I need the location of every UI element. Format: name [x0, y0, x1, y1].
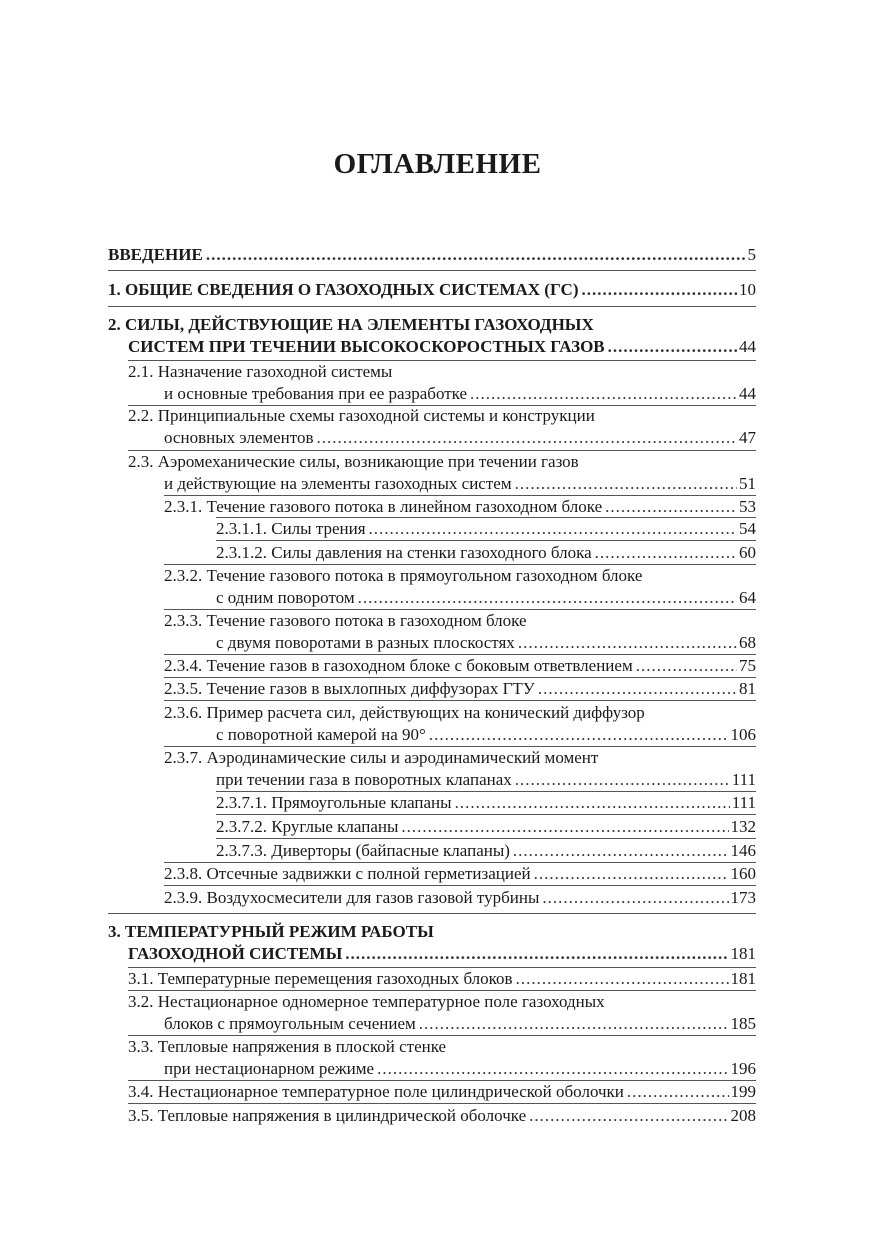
toc-entry-2-3[interactable] [128, 451, 756, 495]
toc-entry-2-3-8[interactable] [164, 863, 756, 885]
toc-page-number: 181 [730, 969, 756, 988]
toc-entry-label: 3.1. Температурные перемещения газоходных блоков [128, 969, 513, 988]
toc-entry-label: 2.3.7. Аэродинамические силы и аэродинамический момент [164, 748, 599, 767]
leader-dots [317, 427, 737, 449]
toc-entry-2-3-5[interactable] [164, 678, 756, 700]
leader-dots [582, 279, 738, 301]
toc-page-number: 44 [739, 384, 756, 403]
toc-page-number: 160 [730, 864, 756, 883]
toc-entry-label: 2.3.1.1. Силы трения [216, 519, 366, 538]
toc-entry-label: 3.2. Нестационарное одномерное температурное поле газоходных [128, 992, 605, 1011]
leader-dots [358, 587, 737, 609]
toc-entry-label: 2.3. Аэромеханические силы, возникающие при течении газов [128, 452, 579, 471]
toc-entry-3-3[interactable] [128, 1036, 756, 1080]
leader-dots [345, 943, 728, 965]
toc-page-number: 68 [739, 633, 756, 652]
toc-entry-label: 1. ОБЩИЕ СВЕДЕНИЯ О ГАЗОХОДНЫХ СИСТЕМАХ (ГС) [108, 280, 579, 299]
toc-entry-label: 2.3.9. Воздухосмесители для газов газовой турбины [164, 888, 540, 907]
separator [164, 700, 756, 701]
separator [164, 885, 756, 886]
toc-entry-3-5[interactable] [128, 1105, 756, 1127]
toc-entry-2-3-3[interactable] [164, 610, 756, 654]
toc-page-number: 60 [739, 543, 756, 562]
leader-dots [429, 724, 729, 746]
toc-entry-2-3-7[interactable] [164, 747, 756, 791]
leader-dots [605, 496, 737, 518]
toc-entry-2-2[interactable] [128, 405, 756, 449]
toc-entry-label: 3. ТЕМПЕРАТУРНЫЙ РЕЖИМ РАБОТЫ [108, 922, 434, 941]
toc-entry-label: 2. СИЛЫ, ДЕЙСТВУЮЩИЕ НА ЭЛЕМЕНТЫ ГАЗОХОДНЫХ [108, 315, 594, 334]
toc-entry-label: 2.3.3. Течение газового потока в газоходном блоке [164, 611, 527, 630]
leader-dots [377, 1058, 728, 1080]
leader-dots [515, 769, 730, 791]
toc-entry-2-3-2[interactable] [164, 565, 756, 609]
toc-entry-3-4[interactable] [128, 1081, 756, 1103]
toc-entry-label: 2.3.6. Пример расчета сил, действующих на конический диффузор [164, 703, 645, 722]
toc-page-number: 81 [739, 679, 756, 698]
toc-entry-label: ВВЕДЕНИЕ [108, 245, 203, 264]
toc-entry-label: 2.3.8. Отсечные задвижки с полной герметизацией [164, 864, 531, 883]
toc-entry-label: 2.1. Назначение газоходной системы [128, 362, 393, 381]
toc-entry-label: 2.3.5. Течение газов в выхлопных диффузорах ГТУ [164, 679, 535, 698]
separator [216, 838, 756, 839]
toc-entry-ch3[interactable] [108, 921, 756, 965]
toc-entry-label-cont: с двумя поворотами в разных плоскостях [216, 633, 515, 652]
leader-dots [401, 816, 728, 838]
toc-page-number: 5 [747, 245, 756, 264]
leader-dots [534, 863, 729, 885]
toc-entry-label-cont: основных элементов [164, 428, 314, 447]
page-title: ОГЛАВЛЕНИЕ [333, 148, 542, 180]
toc-page-number: 47 [739, 428, 756, 447]
toc-entry-label: 2.3.1.2. Силы давления на стенки газоходного блока [216, 543, 592, 562]
toc-entry-ch2[interactable] [108, 314, 756, 358]
toc-entry-label-cont: ГАЗОХОДНОЙ СИСТЕМЫ [128, 944, 343, 963]
toc-entry-label: 2.3.2. Течение газового потока в прямоугольном газоходном блоке [164, 566, 643, 585]
toc-page-number: 75 [739, 656, 756, 675]
leader-dots [455, 792, 730, 814]
toc-entry-2-3-7-3[interactable] [216, 840, 756, 862]
leader-dots [538, 678, 737, 700]
toc-entry-label: 2.2. Принципиальные схемы газоходной системы и конструкции [128, 406, 595, 425]
toc-page-number: 111 [731, 770, 756, 789]
toc-page-number: 181 [730, 944, 756, 963]
toc-entry-label-cont: СИСТЕМ ПРИ ТЕЧЕНИИ ВЫСОКОСКОРОСТНЫХ ГАЗОВ [128, 337, 605, 356]
toc-entry-label: 2.3.7.3. Диверторы (байпасные клапаны) [216, 841, 510, 860]
toc-entry-label: 3.4. Нестационарное температурное поле цилиндрической оболочки [128, 1082, 624, 1101]
leader-dots [369, 518, 737, 540]
toc-entry-2-3-1-1[interactable] [216, 518, 756, 540]
toc-entry-ch1[interactable] [108, 279, 756, 301]
toc-entry-label: 2.3.7.1. Прямоугольные клапаны [216, 793, 452, 812]
toc-page-number: 132 [730, 817, 756, 836]
leader-dots [608, 336, 737, 358]
leader-dots [529, 1105, 728, 1127]
toc-entry-label-cont: с одним поворотом [216, 588, 355, 607]
toc-page-number: 208 [730, 1106, 756, 1125]
toc-page-number: 173 [730, 888, 756, 907]
toc-entry-label-cont: и действующие на элементы газоходных систем [164, 474, 512, 493]
toc-entry-2-3-4[interactable] [164, 655, 756, 677]
toc-entry-3-1[interactable] [128, 968, 756, 990]
toc-entry-2-3-1[interactable] [164, 496, 756, 518]
leader-dots [516, 968, 729, 990]
leader-dots [515, 473, 737, 495]
toc-page-number: 54 [739, 519, 756, 538]
separator [108, 306, 756, 307]
toc-page-number: 185 [730, 1014, 756, 1033]
toc-page-number: 196 [730, 1059, 756, 1078]
leader-dots [636, 655, 737, 677]
toc-entry-label-cont: при течении газа в поворотных клапанах [216, 770, 512, 789]
separator [128, 1103, 756, 1104]
toc-entry-2-3-6[interactable] [164, 702, 756, 746]
toc-page-number: 51 [739, 474, 756, 493]
toc-entry-label-cont: блоков с прямоугольным сечением [164, 1014, 416, 1033]
toc-page-number: 199 [730, 1082, 756, 1101]
leader-dots [542, 887, 728, 909]
separator [216, 814, 756, 815]
toc-page-number: 146 [730, 841, 756, 860]
toc-entry-label: 3.5. Тепловые напряжения в цилиндрической оболочке [128, 1106, 527, 1125]
toc-entry-label-cont: и основные требования при ее разработке [164, 384, 468, 403]
toc-entry-2-3-7-2[interactable] [216, 816, 756, 838]
toc-page-number: 53 [739, 497, 756, 516]
toc-page-number: 106 [730, 725, 756, 744]
separator [108, 913, 756, 914]
separator [216, 540, 756, 541]
leader-dots [513, 840, 729, 862]
toc-entry-3-2[interactable] [128, 991, 756, 1035]
toc-entry-2-1[interactable] [128, 361, 756, 405]
toc-page-number: 10 [739, 280, 756, 299]
toc-entry-label: 2.3.4. Течение газов в газоходном блоке с боковым ответвлением [164, 656, 633, 675]
separator [108, 270, 756, 271]
toc-page-number: 111 [731, 793, 756, 812]
toc-entry-label: 2.3.1. Течение газового потока в линейном газоходном блоке [164, 497, 603, 516]
toc-page-number: 44 [739, 337, 756, 356]
toc-entry-2-3-1-2[interactable] [216, 542, 756, 564]
toc-entry-2-3-9[interactable] [164, 887, 756, 909]
leader-dots [595, 542, 737, 564]
leader-dots [627, 1081, 729, 1103]
leader-dots [206, 244, 746, 266]
leader-dots [470, 383, 737, 405]
toc-page-number: 64 [739, 588, 756, 607]
toc-entry-label-cont: при нестационарном режиме [164, 1059, 375, 1078]
toc-entry-intro[interactable] [108, 244, 756, 266]
toc-entry-label: 2.3.7.2. Круглые клапаны [216, 817, 399, 836]
toc-entry-label-cont: с поворотной камерой на 90° [216, 725, 426, 744]
toc-entry-label: 3.3. Тепловые напряжения в плоской стенке [128, 1037, 447, 1056]
toc-entry-2-3-7-1[interactable] [216, 792, 756, 814]
leader-dots [419, 1013, 729, 1035]
leader-dots [518, 632, 737, 654]
